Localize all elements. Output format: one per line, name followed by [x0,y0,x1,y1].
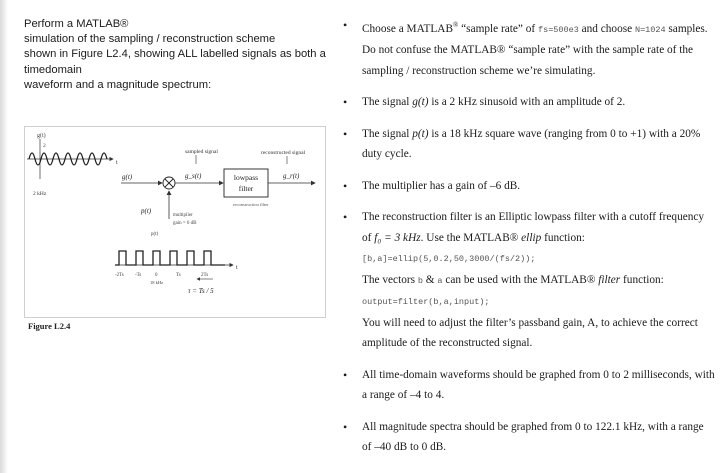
task-description [24,17,324,93]
figure-caption: Figure L2.4 [28,321,71,331]
req5-mid: . Use the MATLAB® [420,231,522,244]
list-item [343,92,715,113]
task-line: waveform and a magnitude spectrum: [24,78,212,91]
req5-note: You will need to adjust the filter’s passband gain, A, to achieve the correct amplitude of the reconstructed signal. [362,316,698,350]
filter-label: filter [238,184,254,193]
bullet-icon: • [343,210,348,225]
req2-post: is a 2 kHz sinusoid with an amplitude of 2. [428,96,626,109]
gs-label: g_s(t) [185,172,202,180]
tick-2ts: 2Ts [201,273,209,278]
sampled-signal-label: sampled signal [185,149,218,155]
bullet-icon: • [343,18,348,32]
list-item [343,207,715,354]
g-t-axis-label: t [116,160,118,166]
list-item [343,15,715,81]
req1-pre: Choose a MATLAB [362,22,453,35]
task-line: timedomain [24,63,82,76]
task-line: shown in Figure L2.4, showing ALL labelled signals as both a [24,48,326,61]
req5-vec-b: b [417,275,423,286]
reconstruction-filter-label: reconstruction filter [233,202,269,207]
req5-post: function: [541,231,585,244]
req3-pre: The signal [362,127,413,140]
req7-text: All magnitude spectra should be graphed from 0 to 122.1 kHz, with a range of –40 dB to 0 dB. [362,420,704,454]
req1-mid2: and choose [578,22,635,35]
task-line: simulation of the sampling / reconstruction scheme [24,33,276,46]
req5-sym: f₀ = 3 kHz [374,231,421,244]
block-diagram [25,127,325,317]
bullet-icon: • [343,95,348,110]
tick-ts: Ts [176,273,181,278]
req5-code1: [b,a]=ellip(5,0.2,50,3000/(fs/2)); [362,254,536,265]
req5-fn2: filter [598,273,621,286]
tick-minus-ts: -Ts [135,273,142,278]
req4-text: The multiplier has a gain of –6 dB. [362,179,521,192]
tau-label: τ = Ts / 5 [188,287,214,295]
task-line: Perform a MATLAB® [24,18,129,30]
p-top-label: p(t) [151,232,159,237]
bullet-icon: • [343,126,348,141]
req5-pre: The reconstruction filter is an Elliptic lowpass filter with a cutoff frequency of [362,211,705,244]
req2-pre: The signal [362,96,413,109]
req1-code2: N=1024 [634,24,666,35]
req5-code2: output=filter(b,a,input); [362,297,490,308]
list-item [343,365,715,406]
req5-vec-a: a [437,275,443,286]
req5-fn: ellip [521,231,542,244]
g-amplitude-label: 2 [43,143,46,149]
req1-mid1: “sample rate” of [458,22,538,35]
req1-sup: ® [453,21,459,29]
bullet-icon: • [343,178,348,193]
g-input-label: g(t) [122,173,133,181]
lowpass-label: lowpass [233,173,259,182]
reconstructed-signal-label: reconstructed signal [261,150,306,156]
gr-label: g_r(t) [283,172,300,180]
multiplier-label: multiplier [173,213,193,218]
req1-code1: fs=500e3 [538,24,579,35]
req3-post: is a 18 kHz square wave (ranging from 0 to +1) with a 20% duty cycle. [362,127,701,161]
p-frequency-label: 18 kHz [150,280,164,285]
req2-sym: g(t) [412,96,429,109]
page-edge-shadow [0,0,8,473]
req5-vec-pre: The vectors [362,273,418,286]
req3-sym: p(t) [412,127,429,140]
p-pulse-train [115,251,225,265]
req1-post: samples. Do not confuse the MATLAB® “sample rate” with the sample rate of the sampling / reconstruction scheme we’re simulating. [362,22,708,77]
req5-vec-amp: & [422,273,438,286]
p-t-axis-label: t [236,265,238,271]
tick-minus-2ts: -2Ts [115,273,124,278]
req6-text: All time-domain waveforms should be graphed from 0 to 2 milliseconds, with a range of –4 to 4. [362,368,715,402]
req5-vec-post: can be used with the MATLAB® [442,273,599,286]
figure-l2-4 [24,126,326,318]
tick-zero: 0 [155,273,158,278]
list-item [343,417,715,458]
list-item [343,176,715,197]
bullet-icon: • [343,367,348,382]
g-top-label: g(t) [37,133,46,139]
g-frequency-label: 2 kHz [33,191,47,197]
bullet-icon: • [343,419,348,434]
req5-vec-end: function: [620,273,664,286]
list-item [343,124,715,165]
requirements-list [343,15,715,469]
gain-label: gain = 6 dB [173,221,197,226]
p-input-label: p(t) [141,207,152,215]
